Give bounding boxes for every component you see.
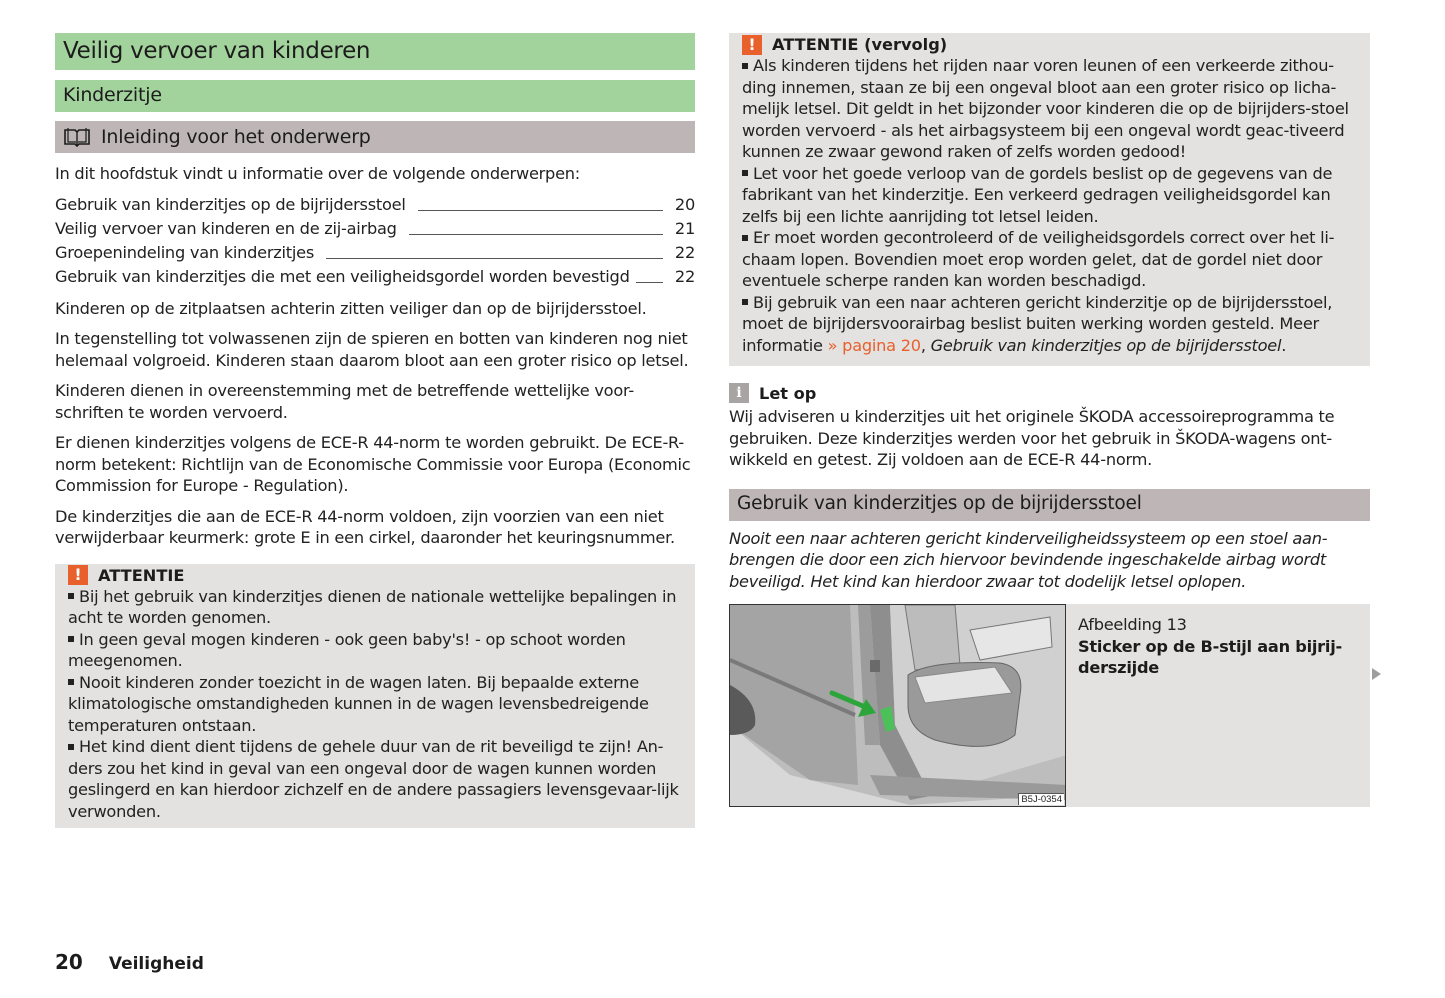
bullet-icon <box>742 235 748 241</box>
continue-arrow-icon <box>1372 668 1381 680</box>
page-link[interactable]: » pagina 20 <box>827 335 921 355</box>
warning-box <box>55 564 695 829</box>
paragraph: Kinderen dienen in overeenstemming met de betreffende wettelijke voor-schriften te worden vervoerd. <box>55 381 634 422</box>
bullet-icon <box>742 63 748 69</box>
topic-header: Gebruik van kinderzitjes op de bijrijdersstoel <box>729 489 1370 521</box>
info-icon: i <box>729 383 749 403</box>
toc-item-page[interactable]: 22 <box>674 242 695 262</box>
warning-item <box>742 227 1358 292</box>
page-footer <box>55 950 204 974</box>
bullet-icon <box>68 744 74 750</box>
warning-item-text: Nooit kinderen zonder toezicht in de wagen laten. Bij bepaalde externe klimatologische omstandigheden kunnen in de wagen levensbedreigende temperaturen ontstaan. <box>68 672 649 735</box>
separator-text: , <box>920 335 931 355</box>
note-body: Wij adviseren u kinderzitjes uit het originele ŠKODA accessoireprogramma te gebruiken. Deze kinderzitjes werden voor het gebruik in ŠKODA-wagens ont-wikkeld en getest. Zij voldoen aan de ECE-R 44-norm. <box>729 407 1335 469</box>
warning-title: ATTENTIE <box>98 565 185 585</box>
toc-leader <box>326 258 663 259</box>
footer-section: Veiligheid <box>108 954 204 974</box>
toc-leader <box>409 234 663 235</box>
bullet-icon <box>742 299 748 305</box>
note-title: Let op <box>759 383 817 403</box>
paragraph: De kinderzitjes die aan de ECE-R 44-norm voldoen, zijn voorzien van een niet verwijderbaar keurmerk: grote E in een cirkel, daaronder het keuringsnummer. <box>55 506 675 547</box>
warning-header <box>742 33 1358 55</box>
warning-item-text: In geen geval mogen kinderen - ook geen baby's! - op schoot worden meegenomen. <box>68 629 626 670</box>
warning-title: ATTENTIE (vervolg) <box>772 35 948 54</box>
warning-item <box>742 55 1358 163</box>
topic-title: Inleiding voor het onderwerp <box>101 126 371 148</box>
warning-item <box>742 163 1358 228</box>
exclamation-icon: ! <box>68 565 88 585</box>
toc-item[interactable] <box>55 193 695 217</box>
warning-item-text: Bij het gebruik van kinderzitjes dienen de nationale wettelijke bepalingen in acht te worden genomen. <box>68 586 677 627</box>
note-header <box>729 382 1370 404</box>
warning-item-text: Er moet worden gecontroleerd of de veiligheidsgordels correct over het li-chaam lopen. Bovendien moet erop worden gelet, dat de gordel niet door eventuele scherpe randen kan worden beschadigd. <box>742 228 1335 290</box>
figure-number: Afbeelding 13 <box>1078 615 1187 634</box>
warning-item-text: Bij gebruik van een naar achteren gericht kinderzitje op de bijrijdersstoel, moet de bijrijdersvoorairbag beslist buiten werking worden gesteld. Meer informatie <box>742 292 1333 355</box>
toc-item-label[interactable]: Gebruik van kinderzitjes op de bijrijdersstoel <box>55 194 406 214</box>
toc-item[interactable] <box>55 217 695 241</box>
toc-item-page[interactable]: 21 <box>674 218 695 238</box>
left-column <box>55 33 695 828</box>
figure-title: Sticker op de B-stijl aan bijrij-derszijde <box>1078 636 1342 677</box>
topic-header <box>55 121 695 153</box>
toc-leader <box>418 210 663 211</box>
toc-leader <box>636 282 663 283</box>
bullet-icon <box>68 593 74 599</box>
table-of-contents <box>55 193 695 289</box>
warning-box-continued <box>729 33 1370 366</box>
toc-item[interactable] <box>55 241 695 265</box>
toc-item-label[interactable]: Groepenindeling van kinderzitjes <box>55 242 315 262</box>
warning-item <box>68 586 683 629</box>
period-text: . <box>1281 335 1287 355</box>
intro-text: In dit hoofdstuk vindt u informatie over de volgende onderwerpen: <box>55 164 581 183</box>
figure-image[interactable] <box>729 604 1066 807</box>
bullet-icon <box>68 636 74 642</box>
toc-item-page[interactable]: 20 <box>674 194 695 214</box>
figure <box>729 604 1370 807</box>
chapter-title: Veilig vervoer van kinderen <box>55 33 695 70</box>
toc-item-label[interactable]: Veilig vervoer van kinderen en de zij-airbag <box>55 218 397 238</box>
warning-item <box>68 672 683 737</box>
bullet-icon <box>68 679 74 685</box>
warning-header <box>68 564 683 586</box>
warning-item-text: Het kind dient dient tijdens de gehele duur van de rit beveiligd te zijn! An-ders zou het kind in geval van een ongeval door de wagen kunnen worden geslingerd en kan hierdoor zichzelf en de andere passagiers levensgevaar-lijk verwonden. <box>68 737 679 821</box>
paragraph: Er dienen kinderzitjes volgens de ECE-R 44-norm te worden gebruikt. De ECE-R-norm betekent: Richtlijn van de Economische Commissie voor Europa (Economic Commission for Europe - Regulation). <box>55 433 691 495</box>
toc-item-page[interactable]: 22 <box>674 266 695 286</box>
warning-item <box>68 736 683 822</box>
exclamation-icon: ! <box>742 35 762 55</box>
figure-code: B5J-0354 <box>1018 793 1064 805</box>
warning-item-text: Als kinderen tijdens het rijden naar voren leunen of een verkeerde zithou-ding innemen, staan ze bij een ongeval bloot aan een groter risico op licha-melijk letsel. Dit geldt in het bijzonder voor kinderen die op de bijrijders-stoel worden vervoerd - als het airbagsysteem bij een ongeval wordt geac-tiveerd kunnen ze zwaar gewond raken of zelfs worden gedood! <box>742 56 1349 161</box>
toc-item-label[interactable]: Gebruik van kinderzitjes die met een veiligheidsgordel worden bevestigd <box>55 266 630 286</box>
warning-item-text: Let voor het goede verloop van de gordels beslist op de gegevens van de fabrikant van het kinderzitje. Een verkeerd gedragen veiligheidsgordel kan zelfs bij een lichte aanrijding tot letsel leiden. <box>742 163 1333 226</box>
paragraph: Kinderen op de zitplaatsen achterin zitten veiliger dan op de bijrijdersstoel. <box>55 298 647 318</box>
page-number: 20 <box>55 950 83 974</box>
warning-item <box>68 629 683 672</box>
warning-item <box>742 292 1358 357</box>
cross-reference-title: Gebruik van kinderzitjes op de bijrijdersstoel <box>930 335 1282 355</box>
paragraph: In tegenstelling tot volwassenen zijn de spieren en botten van kinderen nog niet helemaal volgroeid. Kinderen staan daarom bloot aan een groter risico op letsel. <box>55 329 689 370</box>
figure-caption <box>1066 604 1370 807</box>
bullet-icon <box>742 170 748 176</box>
warning-italic-paragraph: Nooit een naar achteren gericht kinderveiligheidssysteem op een stoel aan-brengen die door een zich hiervoor bevindende ingeschakelde airbag wordt beveiligd. Het kind kan hierdoor zwaar tot dodelijk letsel oplopen. <box>729 528 1328 591</box>
book-icon <box>63 127 91 147</box>
section-title: Kinderzitje <box>55 80 695 112</box>
right-column <box>729 33 1370 807</box>
car-door-illustration <box>730 605 1066 807</box>
toc-item[interactable] <box>55 265 695 289</box>
